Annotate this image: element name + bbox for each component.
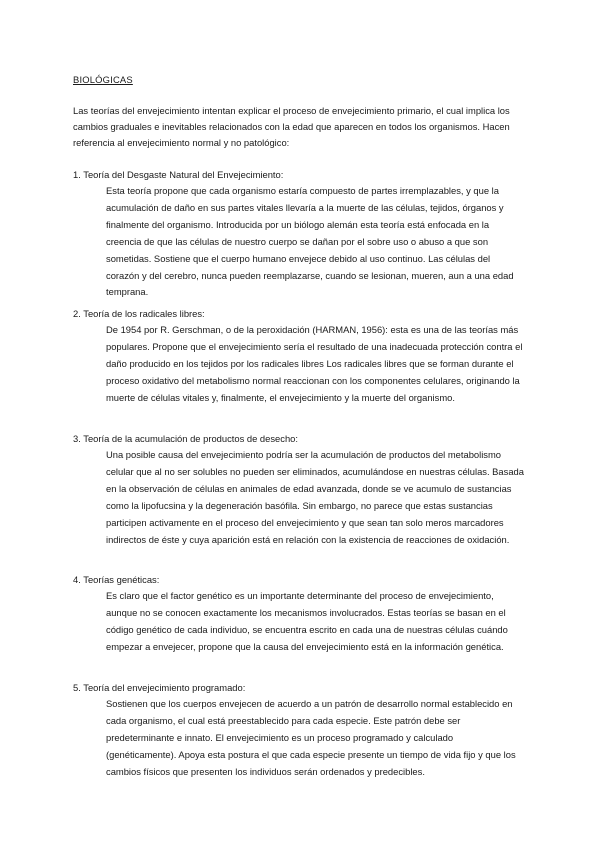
section-heading: 2. Teoría de los radicales libres: <box>73 308 205 319</box>
section-body: De 1954 por R. Gerschman, o de la peroxidación (HARMAN, 1956): esta es una de las teorías más populares. Propone que el envejecimiento sería el resultado de una inadecuada protección contra el daño producido en los tejidos por los radicales libres Los radicales libres que se forman durante el proceso oxidativo del metabolismo normal reaccionan con los componentes celulares, originando la muerte de células vitales y, finalmente, el envejecimiento y la muerte del organismo. <box>106 324 523 403</box>
page-title: BIOLÓGICAS <box>73 74 133 85</box>
section-body: Una posible causa del envejecimiento podría ser la acumulación de productos del metabolismo celular que al no ser solubles no pueden ser eliminados, acumulándose en nuestras células. Basada en la observación de células en animales de edad avanzada, donde se ve acumulo de sustancias como la lipofucsina y la degeneración basófila. Sin embargo, no parece que estas sustancias participen activamente en el proceso del envejecimiento y que sean tan solo meros marcadores indirectos de éste y cuya aparición está en relación con la existencia de reacciones de oxidación. <box>106 449 524 545</box>
section-radicales-libres <box>73 306 533 407</box>
section-productos-desecho <box>73 431 533 548</box>
section-body: Es claro que el factor genético es un importante determinante del proceso de envejecimiento, aunque no se conocen exactamente los mecanismos involucrados. Estas teorías se basan en el código genético de cada individuo, se encuentra escrito en cada una de nuestras células cuándo empezar a envejecer, propone que la causa del envejecimiento está en la información genética. <box>106 590 508 652</box>
section-envejecimiento-programado <box>73 680 533 781</box>
section-teorias-geneticas <box>73 572 533 656</box>
section-desgaste-natural <box>73 167 533 301</box>
section-heading: 4. Teorías genéticas: <box>73 574 160 585</box>
section-heading: 1. Teoría del Desgaste Natural del Envejecimiento: <box>73 169 284 180</box>
intro-paragraph: Las teorías del envejecimiento intentan explicar el proceso de envejecimiento primario, el cual implica los cambios graduales e inevitables relacionados con la edad que aparecen en todos los organismos. Hacen referencia al envejecimiento normal y no patológico: <box>73 105 510 148</box>
section-heading: 5. Teoría del envejecimiento programado: <box>73 682 246 693</box>
section-body: Sostienen que los cuerpos envejecen de acuerdo a un patrón de desarrollo normal establecido en cada organismo, el cual está preestablecido para cada especie. Este patrón debe ser predeterminante e innato. El envejecimiento es un proceso programado y calculado (genéticamente). Apoya esta postura el que cada especie presente un tiempo de vida fijo y que los cambios físicos que presenten los individuos serán ordenados y predecibles. <box>106 698 516 777</box>
section-heading: 3. Teoría de la acumulación de productos de desecho: <box>73 433 298 444</box>
section-body: Esta teoría propone que cada organismo estaría compuesto de partes irremplazables, y que la acumulación de daño en sus partes vitales llevaría a la muerte de las células, tejidos, órganos y finalmente del organismo. Introducida por un biólogo alemán esta teoría está enfocada en la creencia de que las células de nuestro cuerpo se dañan por el sobre uso o abuso a que son sometidas. Sostiene que el cuerpo humano envejece debido al uso continuo. Las células del corazón y del cerebro, nunca pueden reemplazarse, cuando se lesionan, mueren, aun a una edad temprana. <box>106 185 514 298</box>
